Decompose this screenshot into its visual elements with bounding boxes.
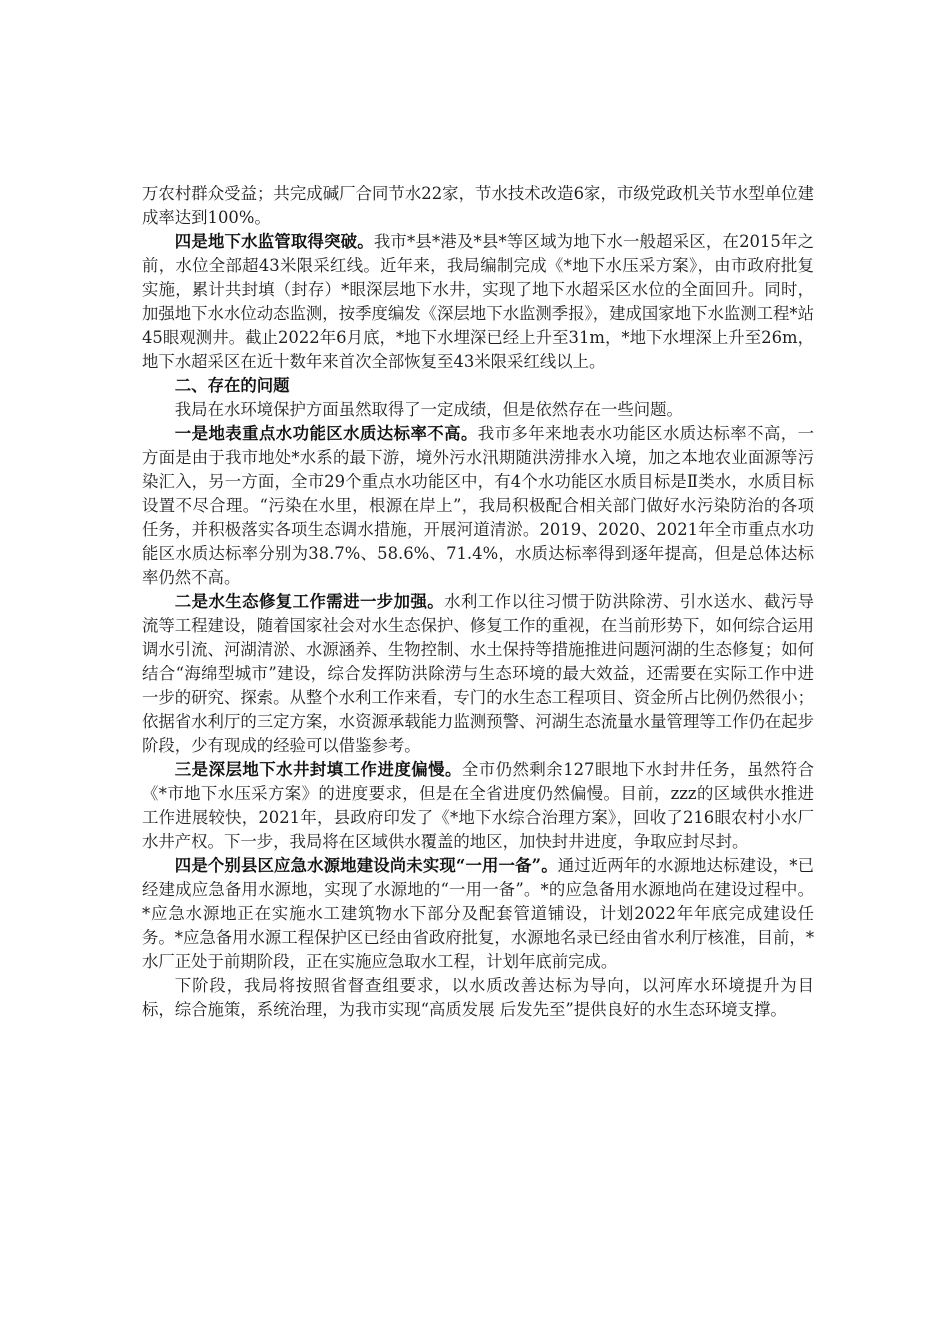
paragraph-text: 下阶段，我局将按照省督查组要求，以水质改善达标为导向，以河库水环境提升为目标，综合施策，系统治理，为我市实现“高质发展 后发先至”提供良好的水生态环境支撑。 — [142, 976, 814, 1019]
paragraph-text: 万农村群众受益；共完成碱厂合同节水22家，节水技术改造6家，市级党政机关节水型单位建成率达到100%。 — [142, 184, 814, 227]
paragraph-text: 水利工作以往习惯于防洪除涝、引水送水、截污导流等工程建设，随着国家社会对水生态保护、修复工作的重视，在当前形势下，如何综合运用调水引流、河湖清淤、水源涵养、生物控制、水土保持等措施推进问题河湖的生态修复；如何结合“海绵型城市”建设，综合发挥防洪除涝与生态环境的最大效益，还需要在实际工作中进一步的研究、探索。从整个水利工作来看，专门的水生态工程项目、资金所占比例仍然很小；依据省水利厅的三定方案，水资源承载能力监测预警、河湖生态流量水量管理等工作仍在起步阶段，少有现成的经验可以借鉴参考。 — [142, 592, 815, 755]
paragraph-groundwater — [142, 230, 814, 374]
paragraph-problem-2 — [142, 590, 814, 758]
paragraph-lead: 二是水生态修复工作需进一步加强。 — [174, 592, 445, 611]
paragraph-lead: 三是深层地下水井封填工作进度偏慢。 — [174, 760, 462, 779]
document-page — [142, 182, 814, 1022]
paragraph-text: 我市*县*港及*县*等区域为地下水一般超采区，在2015年之前，水位全部超43米限采红线。近年来，我局编制完成《*地下水压采方案》，由市政府批复实施，累计共封填（封存）*眼深层地下水井，实现了地下水超采区水位的全面回升。同时，加强地下水水位动态监测，按季度编发《深层地下水监测季报》，建成国家地下水监测工程*站45眼观测井。截止2022年6月底，*地下水埋深已经上升至31m，*地下水埋深上升至26m，地下水超采区在近十数年来首次全部恢复至43米限采红线以上。 — [142, 232, 815, 371]
paragraph-lead: 一是地表重点水功能区水质达标率不高。 — [174, 424, 478, 443]
paragraph-text: 全市仍然剩余127眼地下水封井任务，虽然符合《*市地下水压采方案》的进度要求，但是在全省进度仍然偏慢。目前，zzz的区域供水推进工作进展较快，2021年，县政府印发了《*地下水综合治理方案》，回收了216眼农村小水厂水井产权。下一步，我局将在区域供水覆盖的地区，加快封井进度，争取应封尽封。 — [142, 760, 814, 851]
paragraph-lead: 四是地下水监管取得突破。 — [174, 232, 374, 251]
paragraph-text: 通过近两年的水源地达标建设，*已经建成应急备用水源地，实现了水源地的“一用一备”。*的应急备用水源地尚在建设过程中。*应急水源地正在实施水工建筑物水下部分及配套管道铺设，计划2022年年底完成建设任务。*应急备用水源工程保护区已经由省政府批复，水源地名录已经由省水利厅核准，目前，*水厂正处于前期阶段，正在实施应急取水工程，计划年底前完成。 — [142, 856, 815, 971]
paragraph-lead: 四是个别县区应急水源地建设尚未实现“一用一备”。 — [174, 856, 558, 875]
paragraph-text: 我局在水环境保护方面虽然取得了一定成绩，但是依然存在一些问题。 — [174, 400, 683, 419]
section-heading-text: 二、存在的问题 — [174, 376, 290, 395]
paragraph-problem-1 — [142, 422, 814, 590]
paragraph-continuation — [142, 182, 814, 230]
paragraph-problems-intro — [142, 398, 814, 422]
section-heading-problems — [142, 374, 814, 398]
paragraph-text: 我市多年来地表水功能区水质达标率不高，一方面是由于我市地处*水系的最下游，境外污水汛期随洪涝排水入境，加之本地农业面源等污染汇入，另一方面，全市29个重点水功能区中，有4个水功能区水质目标是Ⅱ类水，水质目标设置不尽合理。“污染在水里，根源在岸上”，我局积极配合相关部门做好水污染防治的各项任务，并积极落实各项生态调水措施，开展河道清淤。2019、2020、2021年全市重点水功能区水质达标率分别为38.7%、58.6%、71.4%，水质达标率得到逐年提高，但是总体达标率仍然不高。 — [142, 424, 815, 587]
paragraph-problem-3 — [142, 758, 814, 854]
paragraph-problem-4 — [142, 854, 814, 974]
paragraph-next-steps — [142, 974, 814, 1022]
